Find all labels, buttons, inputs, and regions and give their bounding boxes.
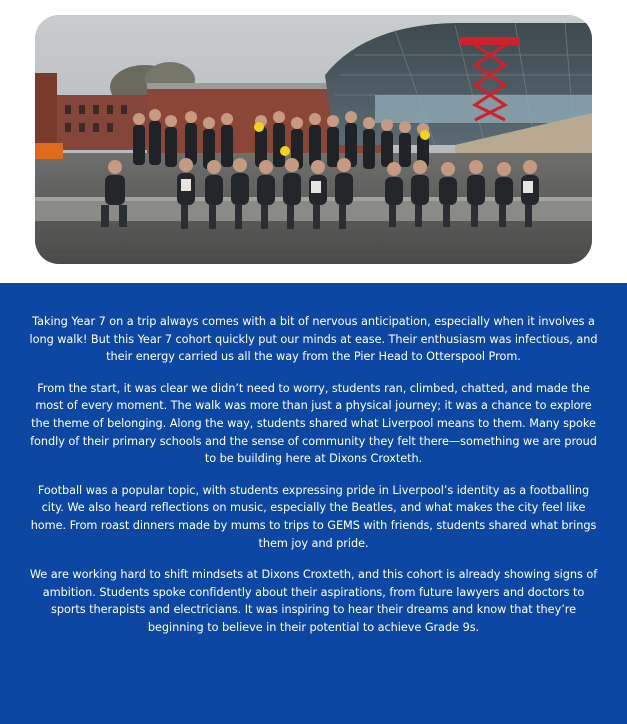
story-paragraph-2: From the start, it was clear we didn’t need to worry, students ran, climbed, chatted, and made the most of every moment. The walk was more than just a physical journey; it was a chance to explore the theme of belonging. Along the way, students shared what Liverpool means to them. Many spoke fondly of their primary schools and the sense of community they felt there—something we are proud to be building here at Dixons Croxteth. [30, 381, 597, 466]
story-paragraph-4: We are working hard to shift mindsets at Dixons Croxteth, and this cohort is already showing signs of ambition. Students spoke confidently about their aspirations, from future lawyers and doctors to sports therapists and electricians. It was inspiring to hear their dreams and know that they’re beginning to believe in their potential to achieve Grade 9s. [29, 568, 598, 634]
story-paragraph-1: Taking Year 7 on a trip always comes with a bit of nervous anticipation, especially when it involves a long walk! But this Year 7 cohort quickly put our minds at ease. Their enthusiasm was infectious, and their energy carried us all the way from the Pier Head to Otterspool Prom. [29, 315, 598, 364]
group-photo-illustration [35, 15, 592, 264]
story-paragraph-3: Football was a popular topic, with students expressing pride in Liverpool’s identity as a footballing city. We also heard reflections on music, especially the Beatles, and what makes the city feel like home. From roast dinners made by mums to trips to GEMS with friends, students shared what brings them joy and pride. [30, 483, 597, 550]
group-photo [35, 15, 592, 264]
story-panel [0, 283, 627, 724]
